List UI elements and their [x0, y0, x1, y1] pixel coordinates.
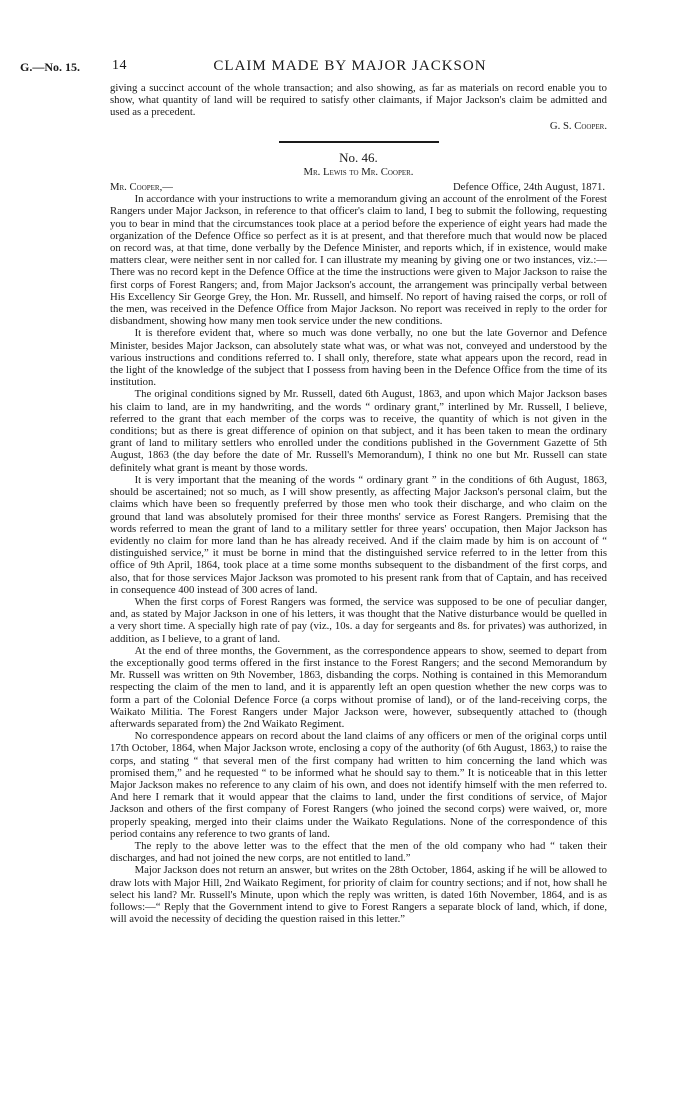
body-paragraph: When the first corps of Forest Rangers was formed, the service was supposed to be one of peculiar danger, and, as stated by Major Jackson in one of his letters, it was thought that the Native disturbance would be quelled in a very short time. A specially high rate of pay (viz., 10s. a day for sergeants and 8s. for privates) was authorized, in addition, as I believe, to a grant of land.	[110, 595, 607, 645]
salutation-row	[110, 181, 607, 193]
page-header	[20, 58, 680, 78]
body-paragraph: It is very important that the meaning of the words “ ordinary grant ” in the conditions of 6th August, 1863, should be ascertained; not so much, as I will show presently, as affecting Major Jackson's personal claim, but the claims which have been so frequently preferred by those men who took their discharge, and who claim on the ground that land was absolutely promised for their three months' service as Forest Rangers. Premising that the words referred to mean the grant of land to a military settler for three years' occupation, then Major Jackson has evidently no claim for more land than he has already received. And if the claim made by him is on account of “ distinguished service,” it must be borne in mind that the distinguished service referred to in the letter from this office of 9th April, 1864, took place at a time some months subsequent to the disbandment of the first corps, and also, that for those services Major Jackson was promoted to his present rank from that of Captain, and has received in consequence 400 instead of 300 acres of land.	[110, 473, 607, 596]
dateline: Defence Office, 24th August, 1871.	[452, 181, 605, 194]
body-paragraph: The original conditions signed by Mr. Russell, dated 6th August, 1863, and upon which Major Jackson bases his claim to land, are in my handwriting, and the words “ ordinary grant,” interlined by Mr. Russell, I believe, referred to the grant that each member of the corps was to receive, the quantity of which is not given in the conditions; but as there is great difference of opinion on that subject, and it has been taken to mean the ordinary grant of land to military settlers who enrolled under the conditions published in the Government Gazette of 5th August, 1863 (the day before the date of Mr. Russell's Memorandum), I think no one but Mr. Russell can state definitely what grant is meant by those words.	[110, 388, 607, 474]
body-paragraph: At the end of three months, the Government, as the correspondence appears to show, seemed to depart from the exceptionally good terms offered in the first instance to the Forest Rangers; and the second Memorandum by Mr. Russell was written on 9th November, 1863, disbanding the corps. Nothing is contained in this Memorandum respecting the claim of the men to land, and it is apparently left an open question whether the new corps was to form a part of the Colonial Defence Force (a corps without promise of land), or of the land-receiving corps, the Waikato Militia. The Forest Rangers under Major Jackson were, however, subsequently attached to (though afterwards separated from) the 2nd Waikato Regiment.	[110, 644, 607, 730]
body-paragraph: No correspondence appears on record about the land claims of any officers or men of the original corps until 17th October, 1864, when Major Jackson wrote, enclosing a copy of the authority (of 6th August, 1863,) to raise the corps, and stating “ that several men of the first company had written to him concerning the land which was promised them,” and he requested “ to be informed what he should say to them.” It is noticeable that in this letter Major Jackson makes no reference to any claim of his own, and does not identify himself with the men referred to. And here I remark that it would appear that the claims to land, under the first conditions of service, of Major Jackson and others of the first company of Forest Rangers (who joined the second corps) were waived, or, more properly speaking, merged into their claims under the Waikato Regulations. None of the correspondence of this period contains any reference to two grants of land.	[110, 730, 607, 840]
letter-parties: Mr. Lewis to Mr. Cooper.	[303, 165, 414, 178]
body-paragraph: The reply to the above letter was to the effect that the men of the old company who had “ taken their discharges, and had not joined the new corps, are not entitled to land.”	[110, 839, 607, 865]
letter-number: No. 46.	[339, 149, 378, 165]
signature: G. S. Cooper.	[549, 119, 607, 132]
body-paragraph: It is therefore evident that, where so much was done verbally, no one but the late Governor and Defence Minister, besides Major Jackson, can absolutely state what was, or what was not, conveyed and understood by the various instructions and conditions referred to. I shall only, therefore, state what appears upon the record, read in the light of the knowledge of the subject that I possess from having been in the Defence Office from the time of its institution.	[110, 327, 607, 389]
body-paragraph: Major Jackson does not return an answer, but writes on the 28th October, 1864, asking if he will be allowed to draw lots with Major Hill, 2nd Waikato Regiment, for priority of claim for country sections; and if not, how shall he select his land? Mr. Russell's Minute, upon which the reply was written, is dated 16th November, 1864, and is as follows:—“ Reply that the Government intend to give to Forest Rangers a separate block of land, which, if done, will avoid the necessity of deciding the question raised in this letter.”	[110, 864, 607, 926]
document-code: G.—No. 15.	[20, 60, 80, 74]
section-divider	[279, 141, 439, 143]
salutation: Mr. Cooper,—	[110, 181, 173, 194]
page-number: 14	[112, 58, 127, 73]
body-paragraph: In accordance with your instructions to write a memorandum giving an account of the enrolment of the Forest Rangers under Major Jackson, in reference to that officer's claim to land, I beg to submit the following, requesting you to bear in mind that the circumstances took place at a period before the experience of eight years had made the organization of the Defence Office so perfect as it is at present, and that therefore much that would now be placed on record was, at that time, done verbally by the Defence Minister, and reports which, if in existence, would make matters clear, were neither sent in nor called for. I can illustrate my meaning by giving one or two instances, viz.:—There was no record kept in the Defence Office at the time the instructions were given to Major Jackson to raise the first corps of Forest Rangers; and, from Major Jackson's account, the arrangement was principally verbal between His Excellency Sir George Grey, the Hon. Mr. Russell, and himself. No report of having raised the corps, or roll of the men, was received in the Defence Office from Major Jackson. No report was received in reply to the order for disbandment, showing how many men took service under the new conditions.	[110, 193, 607, 328]
running-title: CLAIM MADE BY MAJOR JACKSON	[213, 58, 487, 74]
page-body	[110, 82, 607, 925]
intro-paragraph: giving a succinct account of the whole transaction; and also showing, as far as materials on record enable you to show, what quantity of land will be required to satisfy other claimants, if Major Jackson's claim be admitted and used as a precedent.	[110, 82, 607, 119]
